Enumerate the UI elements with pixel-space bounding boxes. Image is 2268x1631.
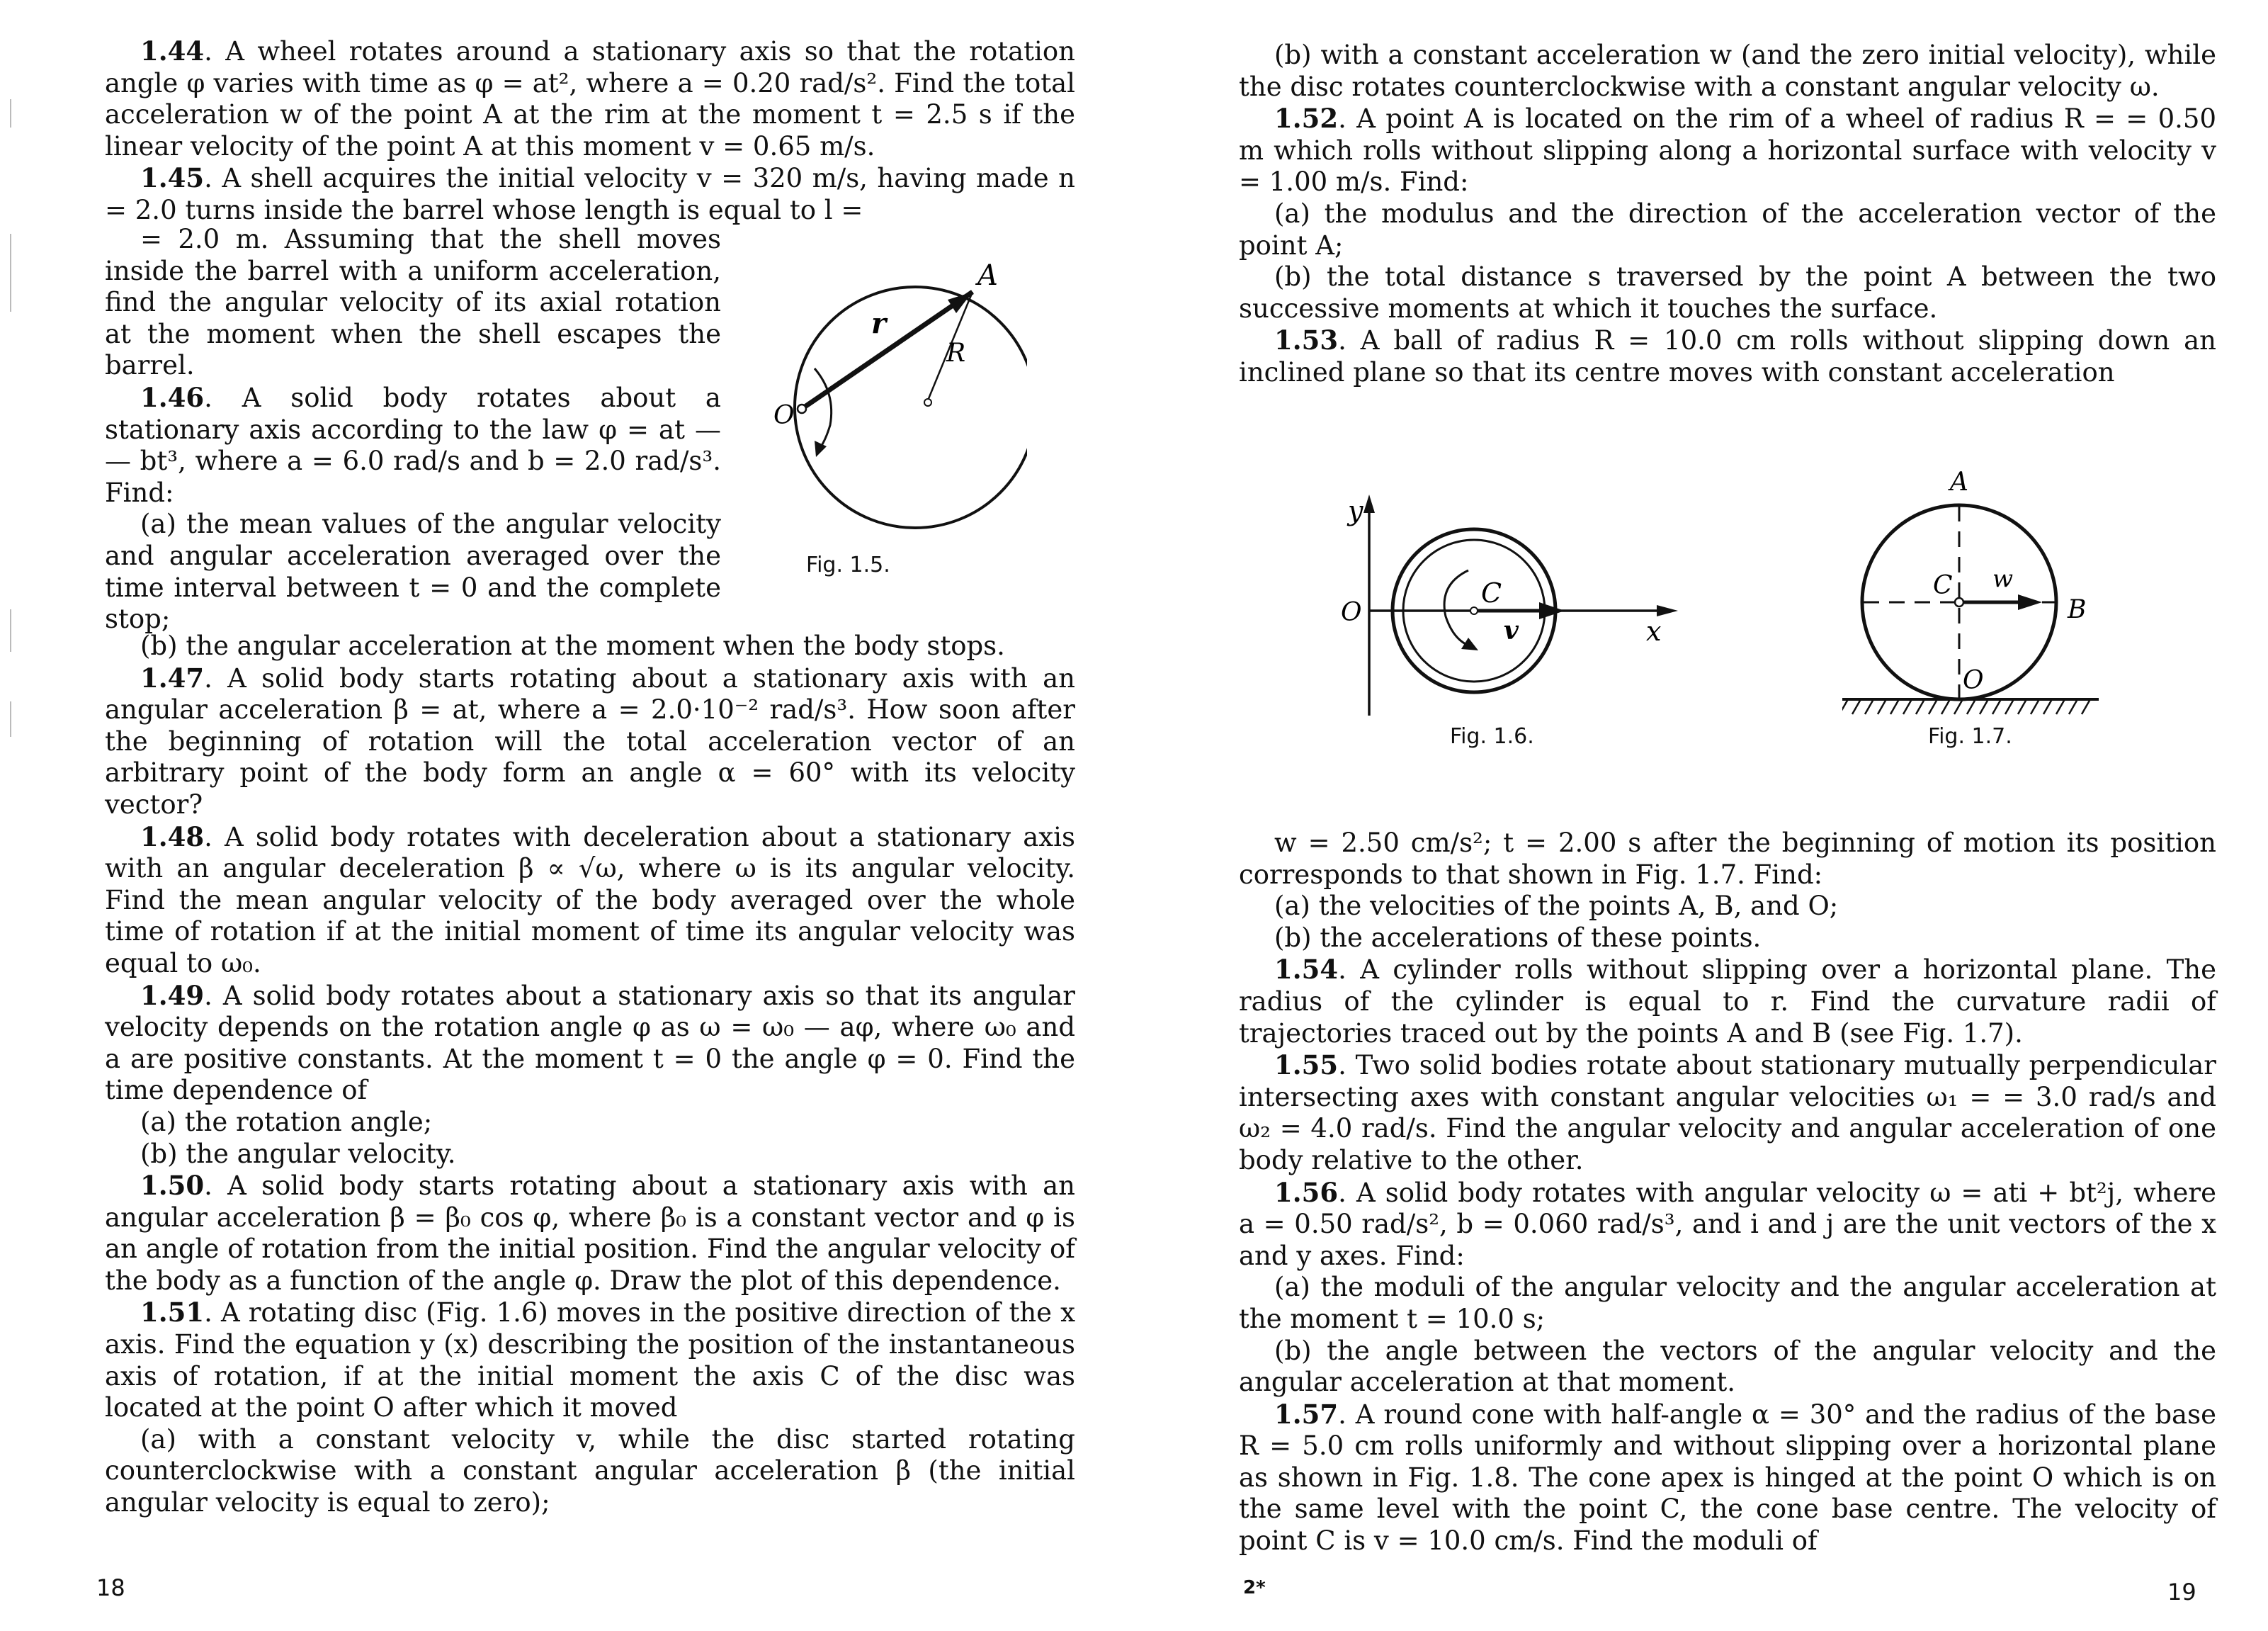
hatch-stroke — [1980, 699, 1988, 714]
right-page — [1134, 0, 2268, 1631]
fig-1-7-caption: Fig. 1.7. — [1928, 724, 2012, 749]
hatch-stroke — [1878, 699, 1886, 714]
problem-continuation — [105, 224, 721, 382]
problem-number: 1.54 — [1274, 954, 1339, 986]
fig-1-6-label-v: v — [1504, 616, 1519, 645]
problem-text: (a) the modulus and the direction of the acceleration vector of the point A; — [1239, 198, 2216, 261]
wheel-center — [924, 399, 931, 406]
axis-point-O — [798, 405, 806, 413]
fig-1-6-label-C: C — [1481, 577, 1502, 609]
hatch-stroke — [1852, 699, 1861, 714]
problem-text: Two solid bodies rotate about stationary mutually perpendicular intersecting axes with constant angular velocities ω₁ = = 3.0 rad/s and ω₂ = 4.0 rad/s. Find the angular velocity and angular acceleration of one body relative to the other. — [1239, 1050, 2216, 1175]
problem-text: (b) the total distance s traversed by the point A between the two successive moments at which it touches the surface. — [1239, 261, 2216, 324]
acceleration-arrowhead — [2018, 594, 2042, 610]
problem-text: (b) the angle between the vectors of the angular velocity and the angular acceleration at that moment. — [1239, 1335, 2216, 1398]
scan-margin-mark — [10, 609, 11, 652]
problem-text: (b) the angular velocity. — [140, 1138, 456, 1169]
cylinder-center-C — [1955, 598, 1963, 606]
fig-1-6-label-y: y — [1348, 495, 1363, 526]
problem-number: 1.45 — [140, 162, 205, 194]
problem-text: A solid body rotates about a stationary axis so that its angular velocity depends on the rotation angle φ as ω = ω₀ — aφ, where ω₀ and a are positive constants. At the moment t = 0 the angle φ = 0. Find the time dependence of — [105, 980, 1075, 1106]
problem-paragraph: 1.53. A ball of radius R = 10.0 cm rolls without slipping down an inclined plane so that its centre moves with constant acceleration — [1239, 324, 2216, 388]
hatch-stroke — [2005, 699, 2014, 714]
y-axis-arrowhead — [1363, 495, 1375, 513]
left-column-top — [105, 35, 1075, 227]
problem-number: 1.51 — [140, 1297, 205, 1328]
problem-paragraph: 1.44. A wheel rotates around a stationary axis so that the rotation angle φ varies with time as φ = at², where a = 0.20 rad/s². Find the total acceleration w of the point A at the rim at the moment t = 2.5 s if the linear velocity of the point A at this moment v = 0.65 m/s. — [105, 35, 1075, 162]
hatch-stroke — [1865, 699, 1873, 714]
page-number-right: 19 — [2167, 1579, 2196, 1605]
signature-mark: 2* — [1243, 1577, 1266, 1598]
fig-1-5-diagram — [758, 248, 1027, 546]
problem-continuation — [1239, 1336, 2216, 1399]
problem-continuation — [1239, 40, 2216, 103]
problem-paragraph: 1.56. A solid body rotates with angular velocity ω = ati + bt²j, where a = 0.50 rad/s², b = 0.060 rad/s³, and i and j are the unit vectors of the x and y axes. Find: — [1239, 1176, 2216, 1271]
problem-text: A solid body rotates with angular velocity ω = ati + bt²j, where a = 0.50 rad/s², b = 0.060 rad/s³, and i and j are the unit vectors of the x and y axes. Find: — [1239, 1177, 2216, 1271]
problem-text: A wheel rotates around a stationary axis so that the rotation angle φ varies with time as φ = at², where a = 0.20 rad/s². Find the total acceleration w of the point A at the rim at the moment t = 2.5 s if the linear velocity of the point A at this moment v = 0.65 m/s. — [105, 36, 1075, 162]
hatch-stroke — [2018, 699, 2026, 714]
problem-text: A solid body rotates with deceleration about a stationary axis with an angular deceleration β ∝ √ω, where ω is its angular velocity. Find the mean angular velocity of the body averaged over the whole time of rotation if at the initial moment of time its angular velocity was equal to ω₀. — [105, 821, 1075, 978]
rotation-arrowhead — [815, 441, 827, 457]
fig-1-5-label-R: R — [946, 339, 966, 368]
problem-number: 1.57 — [1274, 1398, 1339, 1430]
hatch-stroke — [2082, 699, 2090, 714]
problem-text: (b) the angular acceleration at the moment when the body stops. — [140, 631, 1005, 661]
problem-paragraph: 1.50. A solid body starts rotating about a stationary axis with an angular acceleration β = β₀ cos φ, where β₀ is a constant vector and φ is an angle of rotation from the initial position. Find the angular velocity of the body as a function of the angle φ. Draw the plot of this dependence. — [105, 1170, 1075, 1296]
problem-paragraph: 1.52. A point A is located on the rim of a wheel of radius R = = 0.50 m which rolls without slipping along a horizontal surface with velocity v = 1.00 m/s. Find: — [1239, 103, 2216, 198]
hatch-stroke — [2069, 699, 2077, 714]
scan-margin-mark — [10, 701, 11, 737]
fig-1-7-label-B: B — [2068, 595, 2087, 624]
problem-text: (a) the rotation angle; — [140, 1106, 433, 1137]
fig-1-7-label-w: w — [1992, 565, 2014, 593]
problem-continuation — [105, 1424, 1075, 1519]
hatch-stroke — [1929, 699, 1937, 714]
problem-text: A point A is located on the rim of a wheel of radius R = = 0.50 m which rolls without slipping along a horizontal surface with velocity v = 1.00 m/s. Find: — [1239, 103, 2216, 198]
problem-text: (a) the moduli of the angular velocity and the angular acceleration at the moment t = 10.0 s; — [1239, 1272, 2216, 1334]
problem-number: 1.48 — [140, 820, 205, 852]
problem-text: A shell acquires the initial velocity v = 320 m/s, having made n = 2.0 turns inside the barrel whose length is equal to l = — [105, 163, 1075, 225]
problem-text: (a) with a constant velocity v, while the disc started rotating counterclockwise with a constant angular acceleration β (the initial angular velocity is equal to zero); — [105, 1423, 1075, 1518]
problem-text: A rotating disc (Fig. 1.6) moves in the positive direction of the x axis. Find the equation y (x) describing the position of the instantaneous axis of rotation, if at the initial moment the axis C of the disc was located at the point O after which it moved — [105, 1297, 1075, 1423]
problem-paragraph: 1.49. A solid body rotates about a stationary axis so that its angular velocity depends on the rotation angle φ as ω = ω₀ — aφ, where ω₀ and a are positive constants. At the moment t = 0 the angle φ = 0. Find the time dependence of — [105, 979, 1075, 1106]
fig-1-5-label-r: r — [871, 307, 887, 340]
fig-1-6-label-O: O — [1341, 598, 1362, 627]
problem-text: (a) the mean values of the angular velocity and angular acceleration averaged over the time interval between t = 0 and the complete stop; — [105, 509, 721, 635]
hatch-stroke — [1992, 699, 2001, 714]
problem-continuation — [105, 509, 721, 635]
hatch-stroke — [1916, 699, 1924, 714]
problem-number: 1.55 — [1274, 1049, 1339, 1081]
hatch-stroke — [1941, 699, 1950, 714]
problem-paragraph: 1.46. A solid body rotates about a stationary axis according to the law φ = at — — bt³, where a = 6.0 rad/s and b = 2.0 rad/s³. Find: — [105, 381, 721, 508]
page-number-left: 18 — [96, 1574, 125, 1601]
problem-continuation — [105, 1139, 1075, 1170]
problem-text: A cylinder rolls without slipping over a horizontal plane. The radius of the cylinder is equal to r. Find the curvature radii of trajectories traced out by the points A and B (see Fig. 1.7). — [1239, 954, 2216, 1049]
disc-center-C — [1470, 607, 1478, 614]
problem-number: 1.44 — [140, 35, 205, 67]
problem-paragraph: 1.54. A cylinder rolls without slipping over a horizontal plane. The radius of the cylinder is equal to r. Find the curvature radii of trajectories traced out by the points A and B (see Fig. 1.7). — [1239, 954, 2216, 1049]
problem-continuation — [1239, 922, 2216, 954]
problem-number: 1.50 — [140, 1170, 205, 1202]
hatch-stroke — [2031, 699, 2039, 714]
problem-paragraph: 1.55. Two solid bodies rotate about stationary mutually perpendicular intersecting axes with constant angular velocities ω₁ = = 3.0 rad/s and ω₂ = 4.0 rad/s. Find the angular velocity and angular acceleration of one body relative to the other. — [1239, 1049, 2216, 1175]
hatch-stroke — [1890, 699, 1899, 714]
rotation-arrow — [815, 368, 832, 448]
problem-continuation — [1239, 1272, 2216, 1335]
problem-text: A ball of radius R = 10.0 cm rolls without slipping down an inclined plane so that its centre moves with constant acceleration — [1239, 325, 2216, 388]
scan-margin-mark — [10, 234, 11, 312]
fig-1-5-label-O: O — [773, 401, 795, 430]
problem-number: 1.46 — [140, 381, 205, 413]
fig-1-6-caption: Fig. 1.6. — [1450, 724, 1534, 749]
problem-continuation — [105, 631, 1075, 662]
problem-text: (b) the accelerations of these points. — [1274, 922, 1762, 953]
fig-1-7-label-A: A — [1950, 468, 1968, 497]
problem-paragraph: 1.47. A solid body starts rotating about a stationary axis with an angular acceleration β = at, where a = 2.0·10⁻² rad/s³. How soon after the beginning of rotation will the total acceleration vector of an arbitrary point of the body form an angle α = 60° with its velocity vector? — [105, 662, 1075, 820]
fig-1-5-label-A: A — [977, 259, 998, 292]
problem-continuation — [105, 1107, 1075, 1139]
ground-hatching — [1842, 699, 2090, 714]
problem-text: A round cone with half-angle α = 30° and the radius of the base R = 5.0 cm rolls uniformly and without slipping over a horizontal plane as shown in Fig. 1.8. The cone apex is hinged at the point O which is on the same level with the point C, the cone base centre. The velocity of point C is v = 10.0 cm/s. Find the moduli of — [1239, 1399, 2216, 1557]
hatch-stroke — [2043, 699, 2052, 714]
problem-text: A solid body starts rotating about a stationary axis with an angular acceleration β = at, where a = 2.0·10⁻² rad/s³. How soon after the beginning of rotation will the total acceleration vector of an arbitrary point of the body form an angle α = 60° with its velocity vector? — [105, 662, 1075, 820]
scan-margin-mark — [10, 99, 11, 128]
hatch-stroke — [1903, 699, 1912, 714]
problem-paragraph: 1.48. A solid body rotates with deceleration about a stationary axis with an angular deceleration β ∝ √ω, where ω is its angular velocity. Find the mean angular velocity of the body averaged over the whole time of rotation if at the initial moment of time its angular velocity was equal to ω₀. — [105, 820, 1075, 978]
right-column-bottom — [1239, 828, 2216, 1557]
problem-text: A solid body starts rotating about a stationary axis with an angular acceleration β = β₀ cos φ, where β₀ is a constant vector and φ is an angle of rotation from the initial position. Find the angular velocity of the body as a function of the angle φ. Draw the plot of this dependence. — [105, 1170, 1075, 1296]
fig-1-7-label-C: C — [1933, 571, 1953, 600]
fig-1-6-diagram — [1339, 489, 1708, 723]
left-column-bottom — [105, 631, 1075, 1519]
problem-number: 1.53 — [1274, 324, 1339, 356]
problem-paragraph: 1.51. A rotating disc (Fig. 1.6) moves in the positive direction of the x axis. Find the equation y (x) describing the position of the instantaneous axis of rotation, if at the initial moment the axis C of the disc was located at the point O after which it moved — [105, 1297, 1075, 1423]
problem-text: w = 2.50 cm/s²; t = 2.00 s after the beginning of motion its position corresponds to that shown in Fig. 1.7. Find: — [1239, 828, 2216, 890]
hatch-stroke — [1967, 699, 1975, 714]
fig-1-7-diagram — [1842, 461, 2140, 737]
problem-text: (b) with a constant acceleration w (and the zero initial velocity), while the disc rotates counterclockwise with a constant angular velocity ω. — [1239, 40, 2216, 102]
right-column-top — [1239, 40, 2216, 389]
hatch-stroke — [1842, 699, 1848, 714]
velocity-arrowhead — [1539, 602, 1565, 619]
problem-continuation — [1239, 198, 2216, 261]
problem-text: = 2.0 m. Assuming that the shell moves inside the barrel with a uniform acceleration, find the angular velocity of its axial rotation at the moment when the shell escapes the barrel. — [105, 224, 721, 381]
wheel-circle — [795, 287, 1027, 528]
hatch-stroke — [2056, 699, 2065, 714]
problem-continuation — [1239, 261, 2216, 324]
left-column-wrapped — [105, 224, 721, 636]
disc-rotation-arrow — [1444, 570, 1468, 645]
problem-continuation — [1239, 828, 2216, 891]
problem-text: (a) the velocities of the points A, B, and O; — [1274, 891, 1839, 922]
problem-paragraph: 1.45. A shell acquires the initial velocity v = 320 m/s, having made n = 2.0 turns inside the barrel whose length is equal to l = — [105, 162, 1075, 225]
problem-text: A solid body rotates about a stationary axis according to the law φ = at — — bt³, where a = 6.0 rad/s and b = 2.0 rad/s³. Find: — [105, 382, 721, 508]
fig-1-5-caption: Fig. 1.5. — [806, 553, 890, 577]
x-axis-arrowhead — [1657, 605, 1678, 616]
fig-1-6-label-x: x — [1646, 616, 1662, 647]
hatch-stroke — [1954, 699, 1963, 714]
problem-number: 1.49 — [140, 979, 205, 1011]
fig-1-7-label-O: O — [1963, 666, 1984, 695]
problem-continuation — [1239, 891, 2216, 922]
problem-number: 1.56 — [1274, 1176, 1339, 1208]
problem-number: 1.47 — [140, 662, 205, 694]
problem-number: 1.52 — [1274, 103, 1339, 135]
problem-paragraph: 1.57. A round cone with half-angle α = 30° and the radius of the base R = 5.0 cm rolls uniformly and without slipping over a horizontal plane as shown in Fig. 1.8. The cone apex is hinged at the point O which is on the same level with the point C, the cone base centre. The velocity of point C is v = 10.0 cm/s. Find the moduli of — [1239, 1398, 2216, 1557]
